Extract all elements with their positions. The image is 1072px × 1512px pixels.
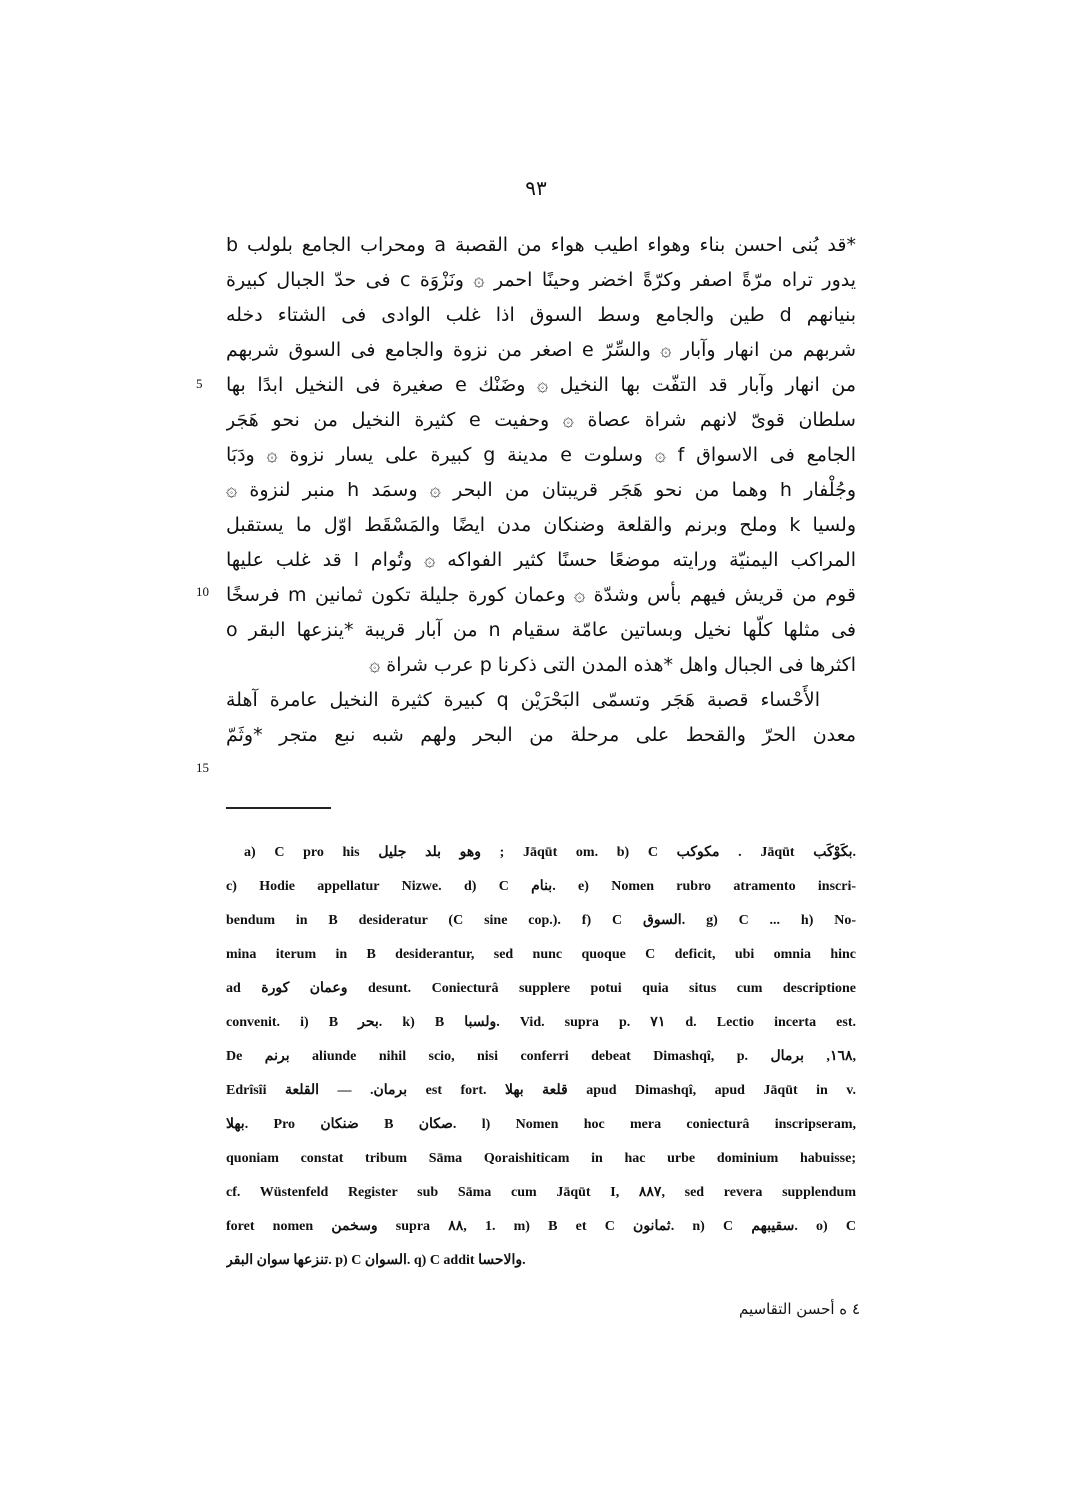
line-number: 15 [196,760,209,775]
text-line: *قد بُنى احسن بناء وهواء اطيب هواء من القصبة a ومحراب الجامع بلولب b [226,234,856,256]
printer-signature: ٤ ه أحسن التقاسيم [739,1300,860,1318]
text-line: معدن الحرّ والقحط على مرحلة من البحر ولهم شبه نبع متجر *وثَمّ [226,724,856,746]
footnote-line: De برنم aliunde nihil scio, nisi conferri debeat Dimashqî, p. ١٦٨, برمال, [226,1049,856,1064]
footnote-line: quoniam constat tribum Sāma Qoraishiticam in hac urbe dominium habuisse; [226,1151,856,1166]
main-arabic-text [226,228,856,753]
footnote-line: c) Hodie appellatur Nizwe. d) C بنام. e) Nomen rubro atramento inscri- [226,879,856,894]
text-line: وجُلْفار h وهما من نحو هَجَر قريبتان من البحر ۞ وسمَد h منبر لنزوة ۞ [226,479,856,501]
text-line: سلطان قوىّ لانهم شراة عصاة ۞ وحفيت e كثيرة النخيل من نحو هَجَر [226,409,856,431]
footnote-divider [226,807,331,809]
text-line: ولسيا k وملح وبرنم والقلعة وضنكان مدن ايضًا والمَسْقَط اوّل ما يستقبل [226,514,856,536]
text-line: يدور تراه مرّةً اصفر وكرّةً اخضر وحينًا احمر ۞ ونَزْوَة c فى حدّ الجبال كبيرة [226,269,856,291]
page-number: ٩٣ [525,176,547,200]
text-line: اكثرها فى الجبال واهل *هذه المدن التى ذكرنا p عرب شراة ۞ [369,654,856,676]
text-line: الجامع فى الاسواق f ۞ وسلوت e مدينة g كبيرة على يسار نزوة ۞ ودَبَا [226,444,856,466]
footnote-line: تنزعها سوان البقر. p) C السوان. q) C addit والاحسا. [226,1253,526,1268]
line-number: 5 [196,376,203,391]
text-line: شربهم من انهار وآبار ۞ والسِّرّ e اصغر من نزوة والجامع فى السوق شربهم [226,339,856,361]
footnote-line: convenit. i) B بحر. k) B ولسبا. Vid. supra p. ٧١ d. Lectio incerta est. [226,1015,856,1030]
text-line: الأَحْساء قصبة هَجَر وتسمّى البَحْرَيْن q كبيرة كثيرة النخيل عامرة آهلة [226,689,820,711]
text-line: من انهار وآبار قد التفّت بها النخيل ۞ وضَنْك e صغيرة فى النخيل ابدًا بها [226,374,856,396]
footnote-line: mina iterum in B desiderantur, sed nunc quoque C deficit, ubi omnia hinc [226,947,856,962]
footnote-line: بهلا. Pro ضنكان B صكان. l) Nomen hoc mera coniecturâ inscripseram, [226,1117,856,1132]
footnote-line: Edrîsîi برمان. — القلعة est fort. قلعة بهلا apud Dimashqî, apud Jāqūt in v. [226,1083,856,1098]
text-line: بنيانهم d طين والجامع وسط السوق اذا غلب الوادى فى الشتاء دخله [226,304,856,326]
line-number: 10 [196,584,209,599]
text-line: المراكب اليمنيّة ورايته موضعًا حسنًا كثير الفواكه ۞ وتُوام l قد غلب عليها [226,549,856,571]
footnote-line: a) C pro his وهو بلد جليل ; Jāqūt om. b) C مكوكب . Jāqūt بكَوْكَب. [244,845,856,860]
footnote-line: cf. Wüstenfeld Register sub Sāma cum Jāqūt I, ٨٨٧, sed revera supplendum [226,1185,856,1200]
footnote-line: bendum in B desideratur (C sine cop.). f) C السوق. g) C ... h) No- [226,913,856,928]
footnotes [226,836,856,1278]
text-line: فى مثلها كلّها نخيل وبساتين عامّة سقيام n من آبار قريبة *ينزعها البقر o [226,619,856,641]
footnote-line: ad وعمان كورة desunt. Coniecturâ supplere potui quia situs cum descriptione [226,981,856,996]
text-line: قوم من قريش فيهم بأس وشدّة ۞ وعمان كورة جليلة تكون ثمانين m فرسخًا [226,584,856,606]
footnote-line: foret nomen وسخمن supra ٨٨, 1. m) B et C ثمانون. n) C سقيبهم. o) C [226,1219,856,1234]
